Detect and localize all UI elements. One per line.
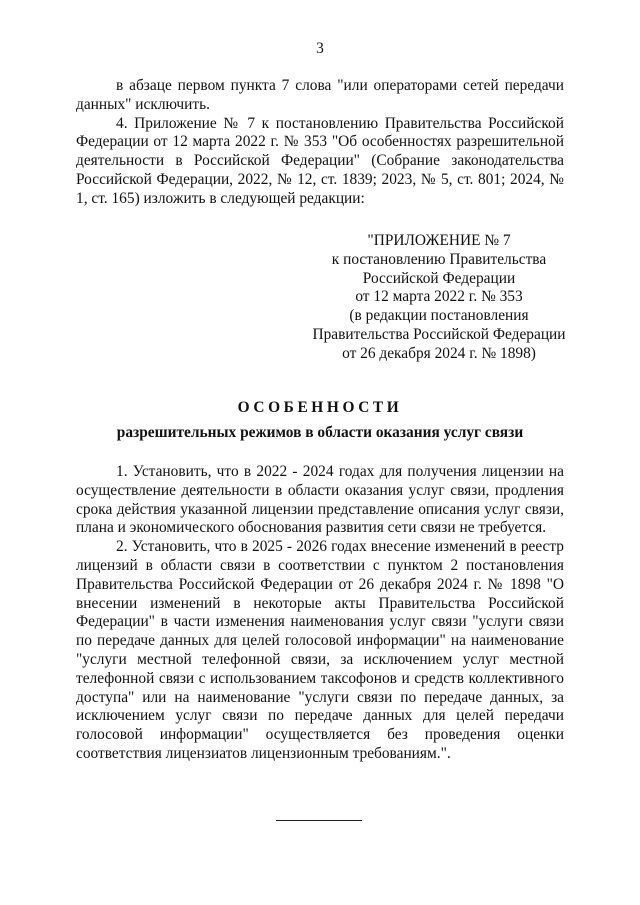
document-subtitle: разрешительных режимов в области оказания услуг связи [116,424,524,441]
page-number: 3 [316,40,324,57]
appendix-line: Российской Федерации [362,269,516,287]
intro-section [76,77,564,209]
body-section [76,463,564,764]
appendix-line: от 26 декабря 2024 г. № 1898) [342,344,536,362]
intro-paragraph-2: 4. Приложение № 7 к постановлению Правительства Российской Федерации от 12 марта 2022 г. № 353 "Об особенностях разрешительной деятельности в Российской Федерации" (Собрание законодательства Российской Федерации, 2022, № 12, ст. 1839; 2023, № 5, ст. 801; 2024, № 1, ст. 165) изложить в следующей редакции: [76,114,564,207]
separator-line [276,820,362,821]
body-item-2: 2. Установить, что в 2025 - 2026 годах внесение изменений в реестр лицензий в области связи в соответствии с пунктом 2 постановления Правительства Российской Федерации от 26 декабря 2024 г. № 1898 "О внесении изменений в некоторые акты Правительства Российской Федерации" в части изменения наименования услуг связи "услуги связи по передаче данных для целей голосовой информации" на наименование "услуги местной телефонной связи, за исключением услуг местной телефонной связи с использованием таксофонов и средств коллективного доступа" или на наименование "услуги связи по передаче данных, за исключением услуг связи по передаче данных для целей передачи голосовой информации" осуществляется без проведения оценки соответствия лицензиатов лицензионным требованиям.". [76,538,564,762]
appendix-line: (в редакции постановления [349,307,529,325]
appendix-header [310,232,568,364]
body-item-1: 1. Установить, что в 2022 - 2024 годах для получения лицензии на осуществление деятельности в области оказания услуг связи, продления срока действия указанной лицензии представление описания услуг связи, плана и экономического обоснования развития сети связи не требуется. [76,463,564,537]
intro-paragraph-1: в абзаце первом пункта 7 слова "или операторами сетей передачи данных" исключить. [76,77,564,113]
appendix-line: от 12 марта 2022 г. № 353 [355,288,523,306]
appendix-line: Правительства Российской Федерации [312,325,566,343]
appendix-line: к постановлению Правительства [331,250,547,268]
document-title: ОСОБЕННОСТИ [237,399,403,416]
appendix-line: "ПРИЛОЖЕНИЕ № 7 [367,232,511,249]
